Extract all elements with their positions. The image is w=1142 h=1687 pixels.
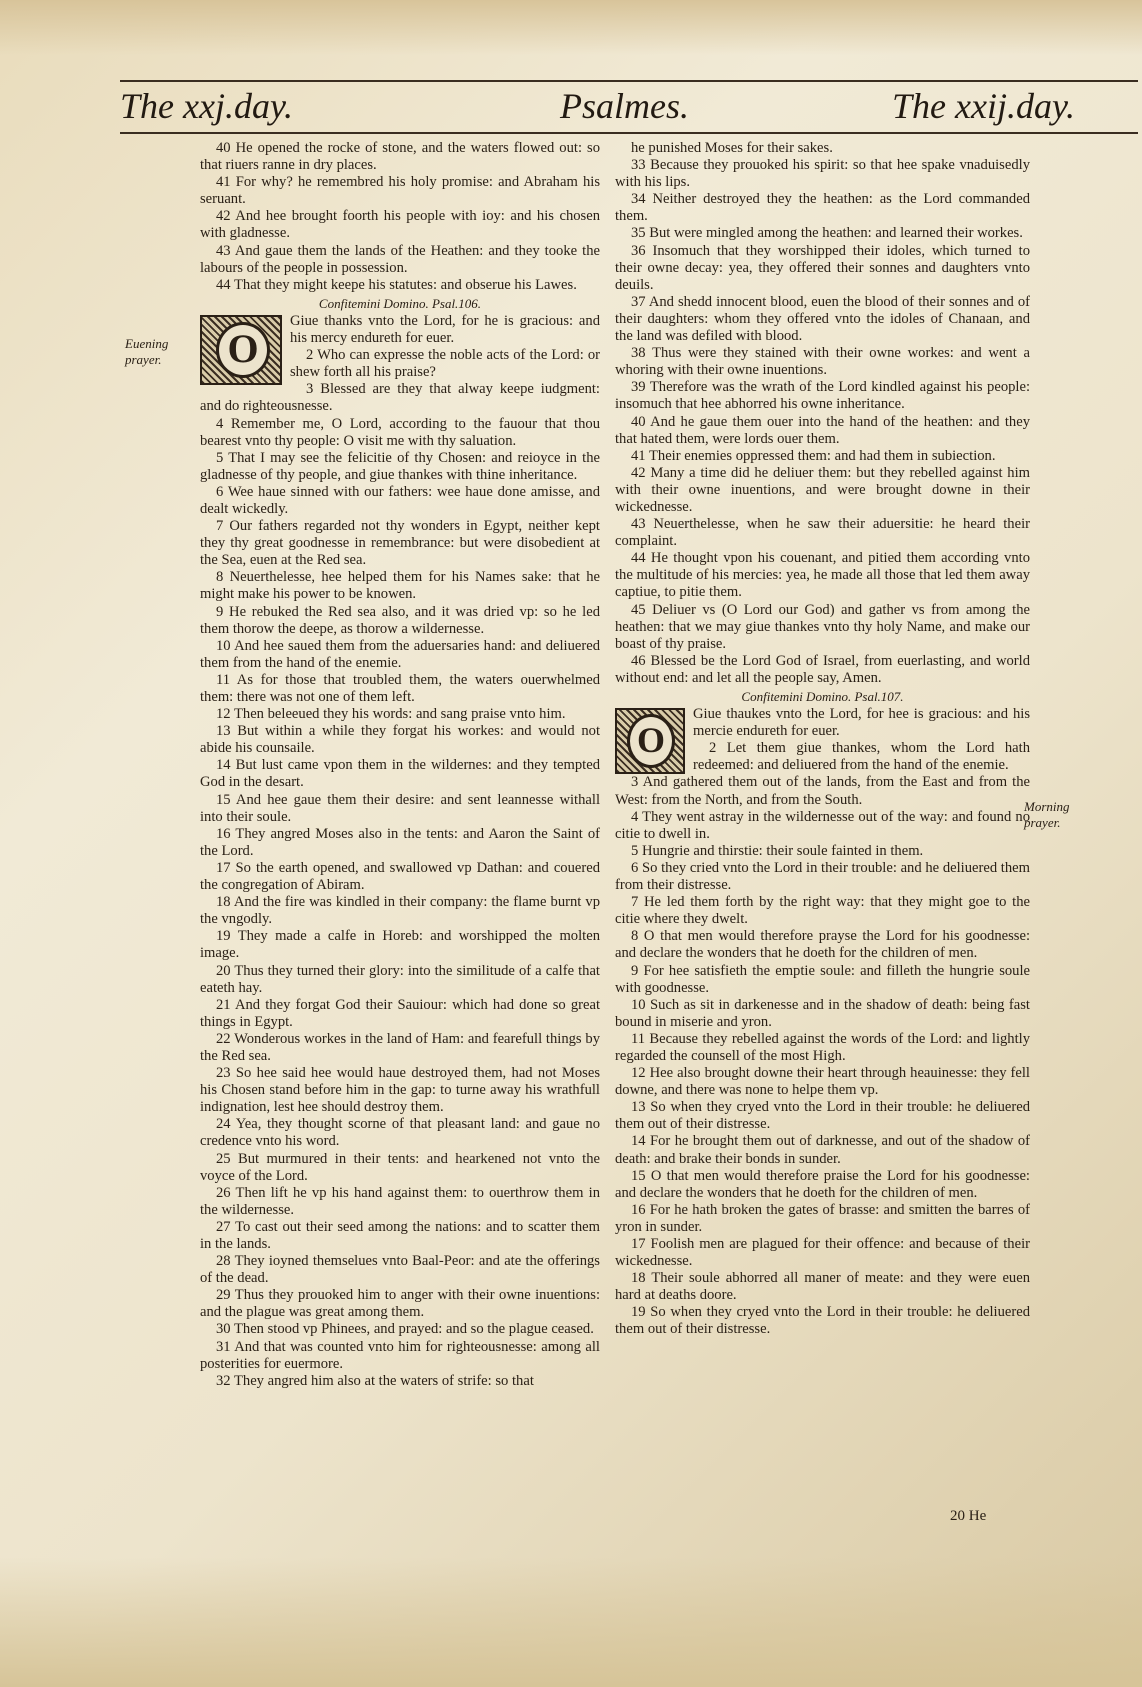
verse: 10 And hee saued them from the aduersaries hand: and deliuered them from the hand of the enemie. [200,637,600,671]
verse: 13 But within a while they forgat his workes: and would not abide his counsaile. [200,723,600,757]
verse: 41 For why? he remembred his holy promise: and Abraham his seruant. [200,174,600,208]
verse: 38 Thus were they stained with their owne workes: and went a whoring with their owne inuentions. [615,345,1030,379]
verse: 28 They ioyned themselues vnto Baal-Peor: and ate the offerings of the dead. [200,1253,600,1287]
header-rule-bottom [120,132,1138,134]
verse: 15 And hee gaue them their desire: and sent leannesse withall into their soule. [200,791,600,825]
verse: 12 Hee also brought downe their heart through heauinesse: they fell downe, and there was none to helpe them vp. [615,1065,1030,1099]
verse: 32 They angred him also at the waters of strife: so that [216,1372,534,1389]
verse: 8 O that men would therefore prayse the Lord for his goodnesse: and declare the wonders that he doeth for the children of men. [615,928,1030,962]
verse: 7 He led them forth by the right way: that they might goe to the citie where they dwelt. [615,894,1030,928]
header-rule-top [120,80,1138,82]
verse: 5 That I may see the felicitie of thy Chosen: and reioyce in the gladnesse of thy people, and giue thankes with thine inheritance. [200,449,600,483]
right-before-verses [615,140,1030,687]
verse: 26 Then lift he vp his hand against them: to ouerthrow them in the wildernesse. [200,1184,600,1218]
verse: 11 As for those that troubled them, the waters ouerwhelmed them: there was not one of them left. [200,671,600,705]
verse: 14 But lust came vpon them in the wildernes: and they tempted God in the desart. [200,757,600,791]
verse: 4 They went astray in the wildernesse out of the way: and found no citie to dwell in. [615,808,1030,842]
verse: 33 Because they prouoked his spirit: so that hee spake vnaduisedly with his lips. [615,157,1030,191]
verse: 25 But murmured in their tents: and hearkened not vnto the voyce of the Lord. [200,1150,600,1184]
verse: 14 For he brought them out of darknesse, and out of the shadow of death: and brake their bonds in sunder. [615,1133,1030,1167]
verse: 37 And shedd innocent blood, euen the blood of their sonnes and of their daughters: whom they offered vnto the idoles of Chanaan, and the land was defiled with blood. [615,293,1030,345]
verse: 7 Our fathers regarded not thy wonders in Egypt, neither kept they thy great goodnesse in remembrance: but were disobedient at the Sea, euen at the Red sea. [200,518,600,569]
verse: 45 Deliuer vs (O Lord our God) and gather vs from among the heathen: that we may giue thankes vnto thy holy Name, and make our boast of thy praise. [615,601,1030,652]
psalm-106-title: Confitemini Domino. Psal.106. [318,295,482,311]
verse: 40 He opened the rocke of stone, and the waters flowed out: so that riuers ranne in dry places. [200,140,600,174]
verse: 21 And they forgat God their Sauiour: which had done so great things in Egypt. [200,996,600,1030]
verse: 30 Then stood vp Phinees, and prayed: and so the plague ceased. [216,1321,594,1338]
verse: 9 For hee satisfieth the emptie soule: and filleth the hungrie soule with goodnesse. [615,962,1030,996]
verse: 6 So they cried vnto the Lord in their trouble: and he deliuered them from their distresse. [615,859,1030,894]
verse: 17 Foolish men are plagued for their offence: and because of their wickednesse. [615,1236,1030,1270]
verse: 34 Neither destroyed they the heathen: as the Lord commanded them. [615,191,1030,225]
verse: 40 And he gaue them ouer into the hand of the heathen: and they that hated them, were lords ouer them. [615,413,1030,447]
left-after-verses [200,347,600,1390]
verse: 39 Therefore was the wrath of the Lord kindled against his people: insomuch that hee abhorred his owne inheritance. [615,379,1030,413]
verse: 18 Their soule abhorred all maner of meate: and they were euen hard at deaths doore. [615,1270,1030,1304]
verse: 44 He thought vpon his couenant, and pitied them according vnto the multitude of his mercies: yea, he made all those that led them away captiue, to pitie them. [615,550,1030,601]
verse: 12 Then beleeued they his words: and sang praise vnto him. [216,706,566,723]
verse: 11 Because they rebelled against the words of the Lord: and lightly regarded the counsell of the most High. [615,1030,1030,1064]
margin-note-evening: Euening prayer. [125,336,169,367]
verse: 42 And hee brought foorth his people with ioy: and his chosen with gladnesse. [200,208,600,242]
verse: 27 To cast out their seed among the nations: and to scatter them in the lands. [200,1218,600,1252]
psalm-106-opening: Giue thanks vnto the Lord, for he is gracious: and his mercy endureth for euer. [290,312,600,347]
verse: 29 Thus they prouoked him to anger with their owne inuentions: and the plague was great among them. [200,1287,600,1321]
verse: 19 They made a calfe in Horeb: and worshipped the molten image. [200,928,600,962]
running-head-right: The xxij.day. [892,86,1075,126]
verse: 4 Remember me, O Lord, according to the fauour that thou bearest vnto thy people: O visit me with thy saluation. [200,415,600,449]
decorated-initial-icon [615,708,685,774]
page-bottom-shadow [0,1557,1142,1687]
running-head-left: The xxj.day. [120,86,293,126]
left-column [200,140,600,1390]
verse: 5 Hungrie and thirstie: their soule fainted in them. [631,842,924,859]
verse: 46 Blessed be the Lord God of Israel, from euerlasting, and world without end: and let all the people say, Amen. [615,652,1030,686]
verse: 8 Neuerthelesse, hee helped them for his Names sake: that he might make his power to be knowen. [200,569,600,603]
verse: 3 Blessed are they that alway keepe iudgment: and do righteousnesse. [200,381,600,415]
decorated-initial-icon [200,315,282,385]
verse: 43 Neuerthelesse, when he saw their aduersitie: he heard their complaint. [615,516,1030,550]
verse: he punished Moses for their sakes. [631,140,833,156]
psalm-107-opening: Giue thaukes vnto the Lord, for hee is gracious: and his mercie endureth for euer. [693,706,1030,740]
verse: 19 So when they cryed vnto the Lord in their trouble: he deliuered them out of their distresse. [615,1304,1030,1338]
right-column [615,140,1030,1339]
verse: 2 Let them giue thankes, whom the Lord hath redeemed: and deliuered from the hand of the enemie. [693,740,1030,774]
verse: 17 So the earth opened, and swallowed vp Dathan: and couered the congregation of Abiram. [200,859,600,894]
verse: 36 Insomuch that they worshipped their idoles, which turned to their owne decay: yea, they offered their sonnes and daughters vnto deuils. [615,242,1030,293]
verse: 16 They angred Moses also in the tents: and Aaron the Saint of the Lord. [200,825,600,859]
right-after-verses [615,740,1030,1338]
verse: 22 Wonderous workes in the land of Ham: and fearefull things by the Red sea. [200,1030,600,1064]
catchword: 20 He [950,1508,987,1524]
psalm-107-title: Confitemini Domino. Psal.107. [741,689,904,704]
left-before-verses [200,140,600,294]
verse: 42 Many a time did he deliuer them: but they rebelled against him with their owne inuentions, and were brought downe in their wickednesse. [615,464,1030,515]
verse: 35 But were mingled among the heathen: and learned their workes. [631,225,1023,242]
verse: 43 And gaue them the lands of the Heathen: and they tooke the labours of the people in possession. [200,242,600,276]
running-head-center: Psalmes. [560,86,689,126]
verse: 6 Wee haue sinned with our fathers: wee haue done amisse, and dealt wickedly. [200,483,600,517]
verse: 3 And gathered them out of the lands, from the East and from the West: from the North, and from the South. [615,774,1030,808]
initial-letter: O [216,322,270,378]
verse: 13 So when they cryed vnto the Lord in their trouble: he deliuered them out of their distresse. [615,1099,1030,1133]
verse: 41 Their enemies oppressed them: and had them in subiection. [631,447,996,464]
initial-letter: O [627,714,675,768]
verse: 2 Who can expresse the noble acts of the Lord: or shew forth all his praise? [290,347,600,381]
verse: 16 For he hath broken the gates of brasse: and smitten the barres of yron in sunder. [615,1201,1030,1235]
verse: 9 He rebuked the Red sea also, and it was dried vp: so he led them thorow the deepe, as thorow a wildernesse. [200,603,600,637]
page-top-shadow [0,0,1142,55]
verse: 31 And that was counted vnto him for righteousnesse: among all posterities for euermore. [200,1338,600,1372]
verse: 20 Thus they turned their glory: into the similitude of a calfe that eateth hay. [200,962,600,996]
verse: 18 And the fire was kindled in their company: the flame burnt vp the vngodly. [200,894,600,928]
margin-note-morning: Morning prayer. [1024,799,1070,830]
verse: 44 That they might keepe his statutes: and obserue his Lawes. [216,276,577,293]
verse: 15 O that men would therefore praise the Lord for his goodnesse: and declare the wonders that he doeth for the children of men. [615,1167,1030,1201]
verse: 23 So hee said hee would haue destroyed them, had not Moses his Chosen stand before him in the gap: to turne away his wrathfull indignation, lest hee should destroy them. [200,1065,600,1116]
verse: 24 Yea, they thought scorne of that pleasant land: and gaue no credence vnto his word. [200,1116,600,1150]
verse: 10 Such as sit in darkenesse and in the shadow of death: being fast bound in miserie and yron. [615,996,1030,1030]
